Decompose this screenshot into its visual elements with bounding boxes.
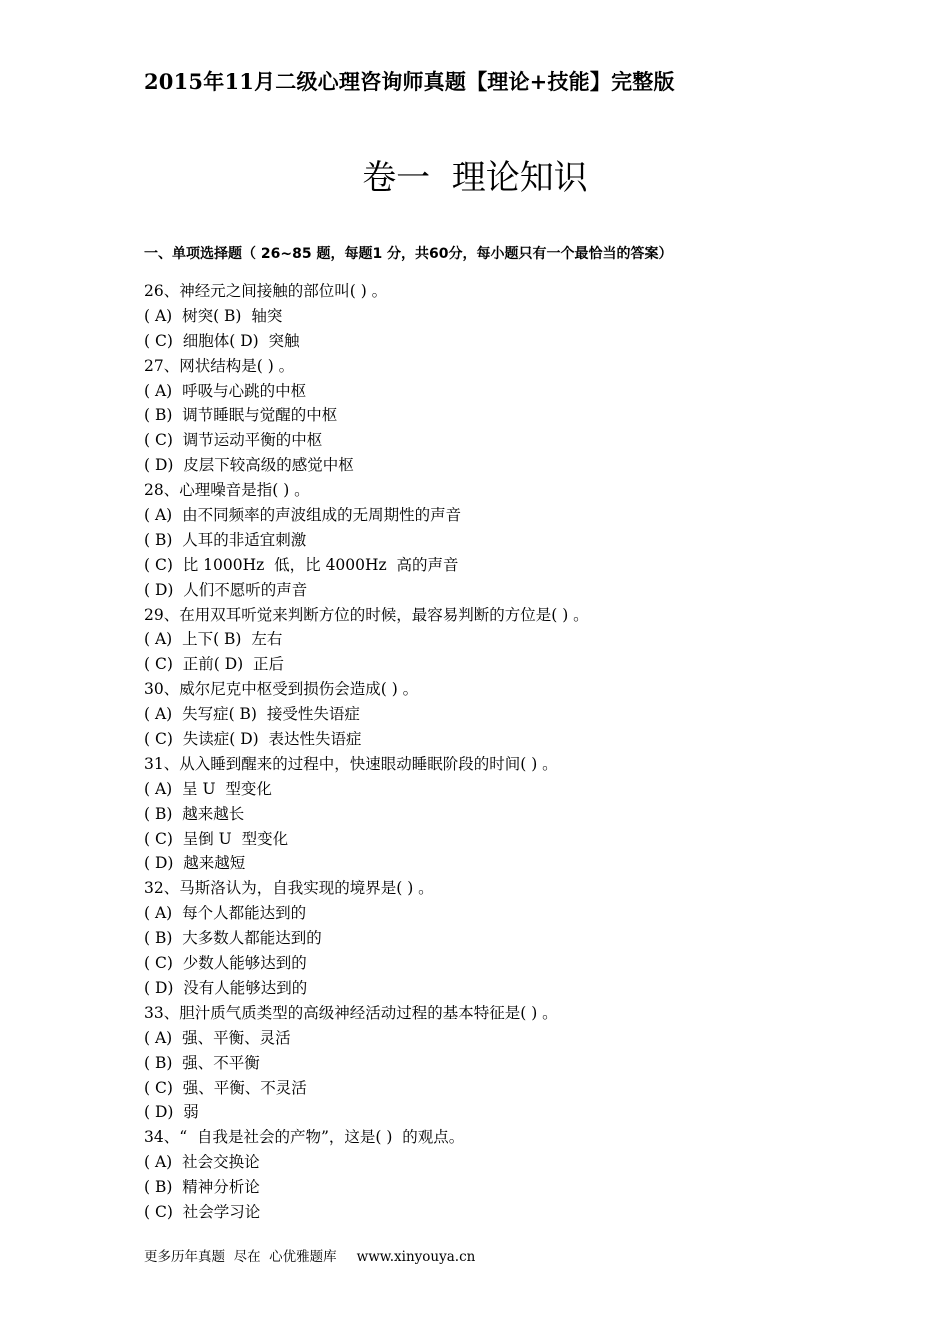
question-option-line: ( B) 大多数人都能达到的	[144, 929, 322, 948]
question-item	[144, 752, 864, 876]
question-list	[144, 279, 864, 1225]
question-option-line: ( C) 失读症( D) 表达性失语症	[144, 730, 362, 749]
question-option-line: ( C) 社会学习论	[144, 1202, 261, 1221]
question-option-line: ( A) 社会交换论	[144, 1153, 260, 1172]
question-option-line: ( B) 越来越长	[144, 804, 245, 823]
question-option-line: ( C) 强、平衡、不灵活	[144, 1078, 307, 1097]
question-option-line: ( C) 正前( D) 正后	[144, 655, 285, 674]
question-option-line: ( A) 失写症( B) 接受性失语症	[144, 705, 360, 724]
question-item	[144, 677, 864, 752]
question-option-line: ( D) 人们不愿听的声音	[144, 580, 308, 599]
question-option-line: ( A) 呈 U 型变化	[144, 779, 272, 798]
question-item	[144, 876, 864, 1000]
question-stem: 27、网状结构是( ) 。	[144, 356, 295, 375]
question-item	[144, 1001, 864, 1125]
question-option-line: ( C) 比 1000Hz 低，比 4000Hz 高的声音	[144, 555, 459, 574]
question-option-line: ( D) 没有人能够达到的	[144, 978, 308, 997]
question-stem: 33、胆汁质气质类型的高级神经活动过程的基本特征是( ) 。	[144, 1003, 558, 1022]
question-option-line: ( C) 细胞体( D) 突触	[144, 331, 300, 350]
question-option-line: ( B) 人耳的非适宜刺激	[144, 530, 307, 549]
question-option-line: ( C) 呈倒 U 型变化	[144, 829, 289, 848]
question-option-line: ( B) 调节睡眠与觉醒的中枢	[144, 406, 338, 425]
question-stem: 32、马斯洛认为，自我实现的境界是( ) 。	[144, 879, 434, 898]
section-heading: 一、单项选择题（ 26~85 题，每题1 分，共60分，每小题只有一个最恰当的答案）	[144, 246, 673, 262]
footer-text: 更多历年真题 尽在 心优雅题库	[144, 1249, 337, 1265]
question-option-line: ( A) 由不同频率的声波组成的无周期性的声音	[144, 506, 462, 525]
question-option-line: ( A) 呼吸与心跳的中枢	[144, 381, 307, 400]
question-stem: 30、威尔尼克中枢受到损伤会造成( ) 。	[144, 680, 419, 699]
question-option-line: ( D) 弱	[144, 1103, 199, 1122]
question-option-line: ( D) 皮层下较高级的感觉中枢	[144, 456, 354, 475]
question-option-line: ( D) 越来越短	[144, 854, 246, 873]
question-stem: 26、神经元之间接触的部位叫( ) 。	[144, 282, 388, 300]
question-option-line: ( A) 树突( B) 轴突	[144, 306, 283, 325]
question-stem: 28、心理噪音是指( ) 。	[144, 481, 310, 500]
document-title: 2015年11月二级心理咨询师真题【理论+技能】完整版	[144, 69, 675, 94]
question-stem: 29、在用双耳听觉来判断方位的时候，最容易判断的方位是( ) 。	[144, 605, 589, 624]
question-item	[144, 279, 864, 354]
footer-site-link[interactable]: www.xinyouya.cn	[356, 1249, 476, 1265]
question-stem: 31、从入睡到醒来的过程中，快速眼动睡眠阶段的时间( ) 。	[144, 754, 558, 773]
paper-title: 卷一 理论知识	[362, 158, 588, 198]
question-option-line: ( C) 调节运动平衡的中枢	[144, 431, 323, 450]
question-option-line: ( B) 强、不平衡	[144, 1053, 260, 1072]
question-option-line: ( A) 强、平衡、灵活	[144, 1028, 291, 1047]
question-option-line: ( B) 精神分析论	[144, 1178, 260, 1197]
question-option-line: ( A) 上下( B) 左右	[144, 630, 283, 649]
question-item	[144, 603, 864, 678]
question-option-line: ( A) 每个人都能达到的	[144, 904, 307, 923]
question-item	[144, 1125, 864, 1225]
question-option-line: ( C) 少数人能够达到的	[144, 954, 307, 973]
question-stem: 34、“ 自我是社会的产物”，这是( ) 的观点。	[144, 1128, 465, 1147]
page-footer	[144, 1245, 475, 1265]
question-item	[144, 478, 864, 602]
question-item	[144, 354, 864, 478]
